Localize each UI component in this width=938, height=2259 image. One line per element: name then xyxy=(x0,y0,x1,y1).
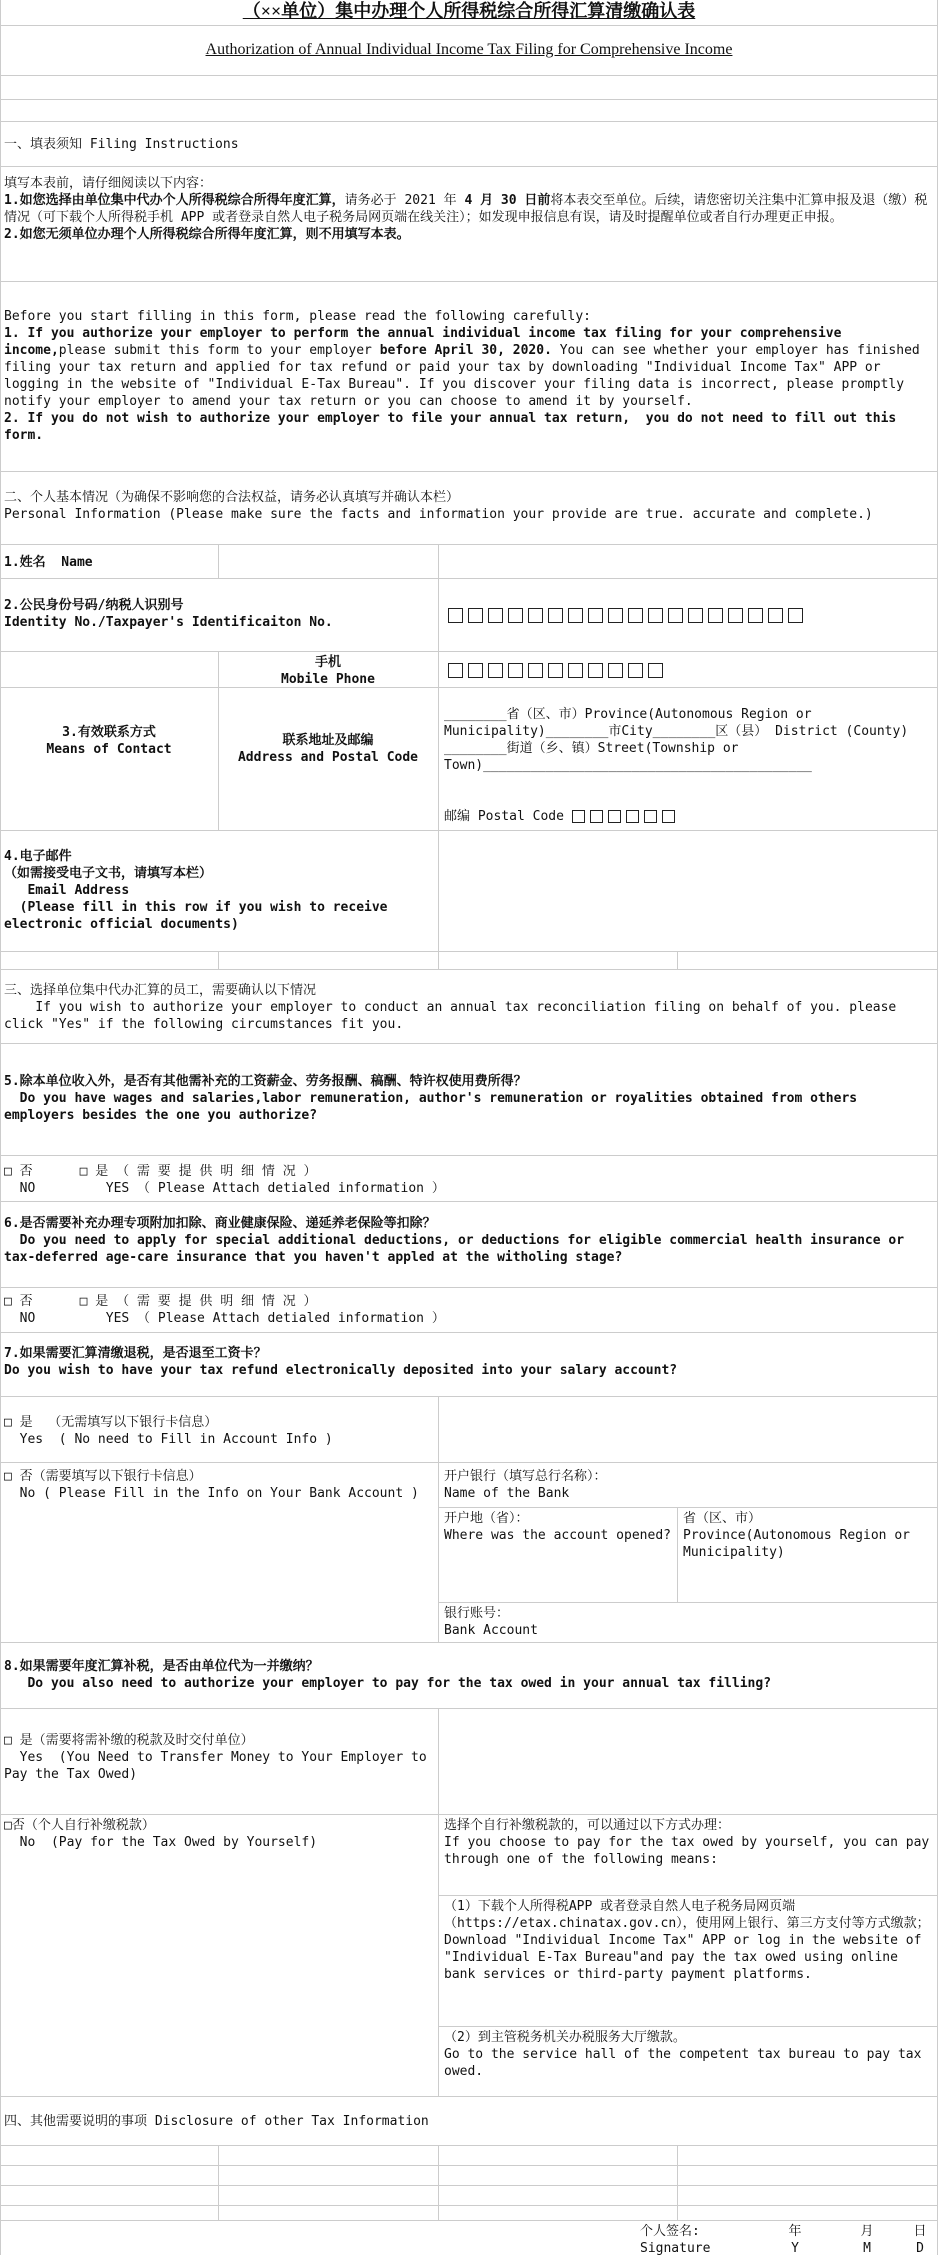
bank-account-field[interactable]: 银行账号： Bank Account xyxy=(444,1606,538,1638)
signature-month: 月 M xyxy=(860,2224,874,2256)
q7-yes-option[interactable]: □ 是 （无需填写以下银行卡信息） Yes ( No need to Fill in Account Info ) xyxy=(4,1415,333,1447)
q5-question: 5.除本单位收入外，是否有其他需补充的工资薪金、劳务报酬、稿酬、特许权使用费所得？ Do you have wages and salaries,labor remuneration, author's remuneration or royalities obtained from others employers besides the one you authorize? xyxy=(4,1074,865,1123)
pay-method-2-row xyxy=(0,2027,938,2097)
q7-yes-row xyxy=(0,1397,938,1463)
id-digit-box[interactable] xyxy=(528,608,543,623)
id-digit-box[interactable] xyxy=(468,608,483,623)
bank-account-row xyxy=(0,1603,938,1643)
id-digit-box[interactable] xyxy=(648,608,663,623)
blank-grid-row xyxy=(0,2146,938,2166)
address-text[interactable]: ________省（区、市）Province(Autonomous Region or Municipality)________市City________区（县） District (County) ________街道（乡、镇）Street(Township or Town)__________________________________________ xyxy=(444,707,916,773)
section-2-heading: 二、个人基本情况（为确保不影响您的合法权益，请务必认真填写并确认本栏） Personal Information (Please make sure the facts and information your provide are true. accurate and complete.) xyxy=(4,490,873,522)
section-3-heading-row xyxy=(0,970,938,1044)
q5-row xyxy=(0,1044,938,1156)
postal-digit-box[interactable] xyxy=(608,810,621,823)
name-input[interactable] xyxy=(440,545,936,578)
mobile-digit-box[interactable] xyxy=(568,663,583,678)
mobile-digit-box[interactable] xyxy=(588,663,603,678)
q8-yes-row xyxy=(0,1709,938,1815)
email-row xyxy=(0,831,938,952)
pay-intro: 选择个自行补缴税款的，可以通过以下方式办理： If you choose to pay for the tax owed by yourself, you can pay through one of the following means: xyxy=(444,1818,938,1867)
q8-row xyxy=(0,1643,938,1709)
bank-location-row xyxy=(438,1508,938,1603)
q8-question: 8.如果需要年度汇算补税，是否由单位代为一并缴纳？ Do you also need to authorize your employer to pay for the tax owed in your annual tax filling? xyxy=(4,1659,772,1691)
title-row xyxy=(0,0,938,26)
q5-options-row xyxy=(0,1156,938,1202)
section-1-heading: 一、填表须知 Filing Instructions xyxy=(4,137,239,152)
blank-grid-row xyxy=(0,2206,938,2221)
id-digit-box[interactable] xyxy=(568,608,583,623)
id-digit-box[interactable] xyxy=(548,608,563,623)
signature-year: 年 Y xyxy=(788,2224,802,2256)
q6-options-row xyxy=(0,1288,938,1333)
mobile-digit-box[interactable] xyxy=(448,663,463,678)
id-digit-box[interactable] xyxy=(488,608,503,623)
mobile-row xyxy=(0,652,938,688)
id-digit-box[interactable] xyxy=(748,608,763,623)
id-number-boxes[interactable] xyxy=(444,605,934,626)
instructions-en-row xyxy=(0,282,938,472)
id-digit-box[interactable] xyxy=(588,608,603,623)
mobile-digit-box[interactable] xyxy=(528,663,543,678)
pay-intro-row xyxy=(438,1815,938,1896)
id-digit-box[interactable] xyxy=(668,608,683,623)
q7-no-option[interactable]: □ 否（需要填写以下银行卡信息） No ( Please Fill in the Info on Your Bank Account ) xyxy=(4,1469,419,1501)
bank-name-field[interactable]: 开户银行（填写总行名称）： Name of the Bank xyxy=(444,1469,607,1501)
mobile-label: 手机 Mobile Phone xyxy=(281,655,375,687)
address-row xyxy=(0,688,938,831)
section-4-heading-row xyxy=(0,2097,938,2146)
pay-method-1-row xyxy=(438,1896,938,2027)
instructions-cn-row xyxy=(0,167,938,282)
instructions-cn: 填写本表前，请仔细阅读以下内容： 1.如您选择由单位集中代办个人所得税综合所得年度汇算，请务必于 2021 年 4 月 30 日前将本表交至单位。后续，请您密切关注集中汇算申报及退（缴）税情况（可下载个人所得税手机 APP 或者登录自然人电子税务局网页端在线关注）；如发现申报信息有误，请及时提醒单位或者自行办理更正申报。 2.如您无须单位办理个人所得税综合所得年度汇算，则不用填写本表。 xyxy=(4,176,928,242)
blank-row xyxy=(0,100,938,122)
q5-options[interactable]: □ 否 □ 是 （ 需 要 提 供 明 细 情 况 ） NO YES （ Please Attach detialed information ） xyxy=(4,1164,445,1196)
id-row xyxy=(0,579,938,652)
section-1-heading-row xyxy=(0,122,938,167)
q6-options[interactable]: □ 否 □ 是 （ 需 要 提 供 明 细 情 况 ） NO YES （ Please Attach detialed information ） xyxy=(4,1294,445,1326)
id-digit-box[interactable] xyxy=(708,608,723,623)
q8-no-option[interactable]: □否（个人自行补缴税款） No (Pay for the Tax Owed by Yourself) xyxy=(4,1818,318,1850)
section-2-heading-row xyxy=(0,472,938,545)
id-label: 2.公民身份号码/纳税人识别号 Identity No./Taxpayer's Identificaiton No. xyxy=(4,598,333,630)
mobile-digit-box[interactable] xyxy=(508,663,523,678)
name-row xyxy=(0,545,938,579)
pay-method-1: （1）下载个人所得税APP 或者登录自然人电子税务局网页端（https://etax.chinatax.gov.cn），使用网上银行、第三方支付等方式缴款； Download "Individual Income Tax" APP or log in the website of "Individual E-Tax Bureau"and pay the tax owed using online bank services or third-party payment platforms. xyxy=(444,1899,930,1982)
q7-question: 7.如果需要汇算清缴退税，是否退至工资卡？ Do you wish to have your tax refund electronically deposited into your salary account? xyxy=(4,1346,678,1378)
signature-label: 个人签名: Signature xyxy=(640,2224,711,2256)
address-label: 联系地址及邮编 Address and Postal Code xyxy=(237,733,418,765)
blank-grid-row xyxy=(0,952,938,970)
signature-row xyxy=(0,2221,938,2255)
instructions-en: Before you start filling in this form, please read the following carefully: 1. If you authorize your employer to perform the annual individual income tax filing for your comprehensive income,please submit this form to your employer before April 30, 2020. You can see whether your employer has finished filing your tax return and applied for tax refund or paid your tax by downloading "Individual Income Tax" APP or logging in the website of "Individual E-Tax Bureau". If you discover your filing data is incorrect, please promptly notify your employer to amend your tax return or you can choose to amend it by yourself. 2. If you do not wish to authorize your employer to file your annual tax return, you do not need to fill out this form. xyxy=(4,309,928,443)
mobile-digit-box[interactable] xyxy=(608,663,623,678)
contact-label: 3.有效联系方式 Means of Contact xyxy=(46,725,172,757)
subtitle-row xyxy=(0,26,938,76)
bank-name-row xyxy=(438,1463,938,1508)
id-digit-box[interactable] xyxy=(608,608,623,623)
mobile-digit-box[interactable] xyxy=(488,663,503,678)
form-title-cn: （××单位）集中办理个人所得税综合所得汇算清缴确认表 xyxy=(242,1,696,21)
name-label: 1.姓名 Name xyxy=(4,555,93,570)
blank-row xyxy=(0,76,938,100)
bank-location-field[interactable]: 开户地（省）： Where was the account opened? xyxy=(444,1511,671,1543)
pay-method-2: （2）到主管税务机关办税服务大厅缴款。 Go to the service hall of the competent tax bureau to pay tax owed. xyxy=(444,2030,930,2079)
q6-row xyxy=(0,1202,938,1288)
q6-question: 6.是否需要补充办理专项附加扣除、商业健康保险、递延养老保险等扣除？ Do you need to apply for special additional deductions, or deductions for eligible commercial health insurance or tax-deferred age-care insurance that you haven't appled at the witholing stage? xyxy=(4,1216,912,1265)
id-digit-box[interactable] xyxy=(788,608,803,623)
blank-grid-row xyxy=(0,2186,938,2206)
postal-digit-box[interactable] xyxy=(626,810,639,823)
email-label: 4.电子邮件 （如需接受电子文书，请填写本栏） Email Address (Please fill in this row if you wish to receive electronic official documents) xyxy=(4,849,396,932)
mobile-digit-box[interactable] xyxy=(548,663,563,678)
mobile-digit-box[interactable] xyxy=(468,663,483,678)
postal-digit-box[interactable] xyxy=(662,810,675,823)
id-digit-box[interactable] xyxy=(768,608,783,623)
postal-code-field[interactable]: 邮编 Postal Code xyxy=(440,806,936,827)
id-digit-box[interactable] xyxy=(688,608,703,623)
mobile-digit-box[interactable] xyxy=(648,663,663,678)
id-digit-box[interactable] xyxy=(508,608,523,623)
email-input[interactable] xyxy=(440,831,936,951)
bank-province-field[interactable]: 省（区、市） Province(Autonomous Region or Municipality) xyxy=(683,1511,918,1560)
postal-digit-box[interactable] xyxy=(590,810,603,823)
mobile-digit-box[interactable] xyxy=(628,663,643,678)
q8-yes-option[interactable]: □ 是（需要将需补缴的税款及时交付单位） Yes (You Need to Transfer Money to Your Employer to Pay the Tax Owed) xyxy=(4,1733,435,1782)
section-3-heading: 三、选择单位集中代办汇算的员工，需要确认以下情况 If you wish to authorize your employer to conduct an annual tax reconciliation filing on behalf of you. please click "Yes" if the following circumstances fit you. xyxy=(4,983,905,1032)
id-digit-box[interactable] xyxy=(728,608,743,623)
signature-day: 日 D xyxy=(913,2224,927,2256)
blank-grid-row xyxy=(0,2166,938,2186)
form-title-en: Authorization of Annual Individual Income Tax Filing for Comprehensive Income xyxy=(205,41,733,58)
q7-row xyxy=(0,1333,938,1397)
postal-digit-box[interactable] xyxy=(572,810,585,823)
id-digit-box[interactable] xyxy=(628,608,643,623)
section-4-heading: 四、其他需要说明的事项 Disclosure of other Tax Information xyxy=(4,2114,429,2129)
postal-digit-box[interactable] xyxy=(644,810,657,823)
id-digit-box[interactable] xyxy=(448,608,463,623)
mobile-boxes[interactable] xyxy=(444,660,934,681)
